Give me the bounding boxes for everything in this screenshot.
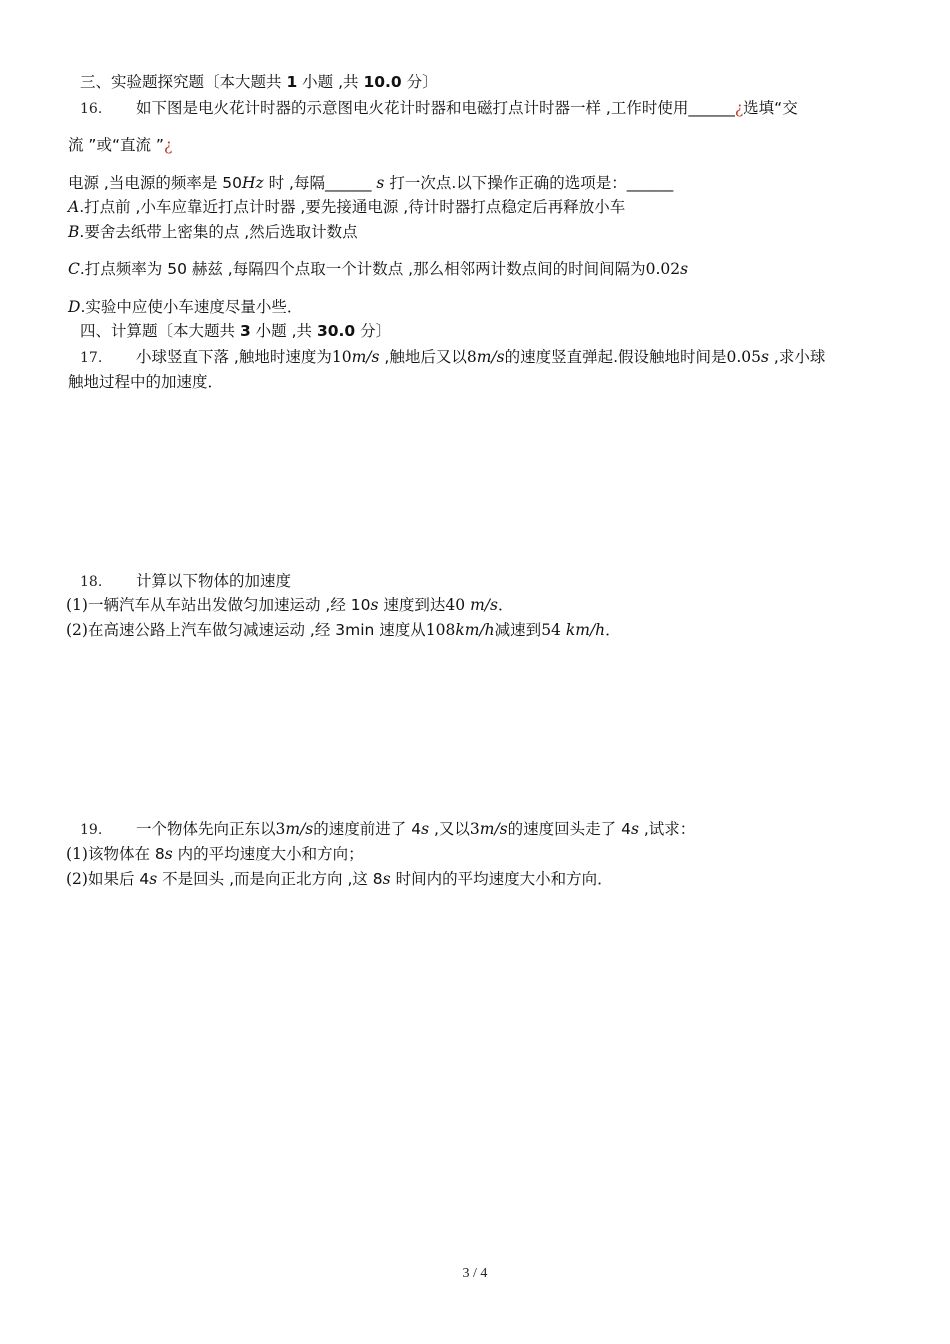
question-number: 17. (80, 350, 103, 366)
question-number: 18. (80, 574, 103, 590)
question-number: 19. (80, 822, 103, 838)
q19-part-1: (1)该物体在 8s 内的平均速度大小和方向； (66, 845, 364, 863)
q17-line-1: 17. 小球竖直下落 ,触地时速度为10m/s ,触地后又以8m/s的速度竖直弹起.假设触地时间是0.05s ,求小球 (80, 346, 825, 369)
q16-option-a: A.打点前 ,小车应靠近打点计时器 ,要先接通电源 ,待计时器打点稳定后再释放小车 (68, 198, 626, 216)
q16-option-d: D.实验中应使小车速度尽量小些． (68, 298, 303, 316)
section-4-heading: 四、计算题〔本大题共 3 小题 ,共 30.0 分〕 (80, 322, 392, 340)
q18-part-1: (1)一辆汽车从车站出发做匀加速运动 ,经 10s 速度到达40 m/s． (66, 596, 514, 614)
question-number: 16. (80, 101, 103, 117)
q17-line-2: 触地过程中的加速度． (68, 373, 224, 391)
q16-option-c: C.打点频率为 50 赫兹 ,每隔四个点取一个计数点 ,那么相邻两计数点间的时间间隔为0.02s (68, 260, 689, 278)
q18-title: 18. 计算以下物体的加速度 (80, 570, 291, 593)
page-number: 3 / 4 (462, 1266, 488, 1281)
q16-line-3: 电源 ,当电源的频率是 50Hz 时 ,每隔______ s 打一次点.以下操作正确的选项是：______ (68, 174, 674, 192)
q16-line-2: 流 ”或“直流 ”¿ (68, 136, 173, 154)
q18-part-2: (2)在高速公路上汽车做匀减速运动 ,经 3min 速度从108km/h减速到54 km/h． (66, 621, 621, 639)
section-3-heading: 三、实验题探究题〔本大题共 1 小题 ,共 10.0 分〕 (80, 73, 438, 91)
q16-line-1: 16. 如下图是电火花计时器的示意图电火花计时器和电磁打点计时器一样 ,工作时使用______¿选填“交 (80, 97, 798, 120)
q19-line-1: 19. 一个物体先向正东以3m/s的速度前进了 4s ,又以3m/s的速度回头走了 4s ,试求： (80, 818, 695, 841)
q19-part-2: (2)如果后 4s 不是回头 ,而是向正北方向 ,这 8s 时间内的平均速度大小和方向． (66, 870, 613, 888)
q16-option-b: B.要舍去纸带上密集的点 ,然后选取计数点 (68, 223, 358, 241)
